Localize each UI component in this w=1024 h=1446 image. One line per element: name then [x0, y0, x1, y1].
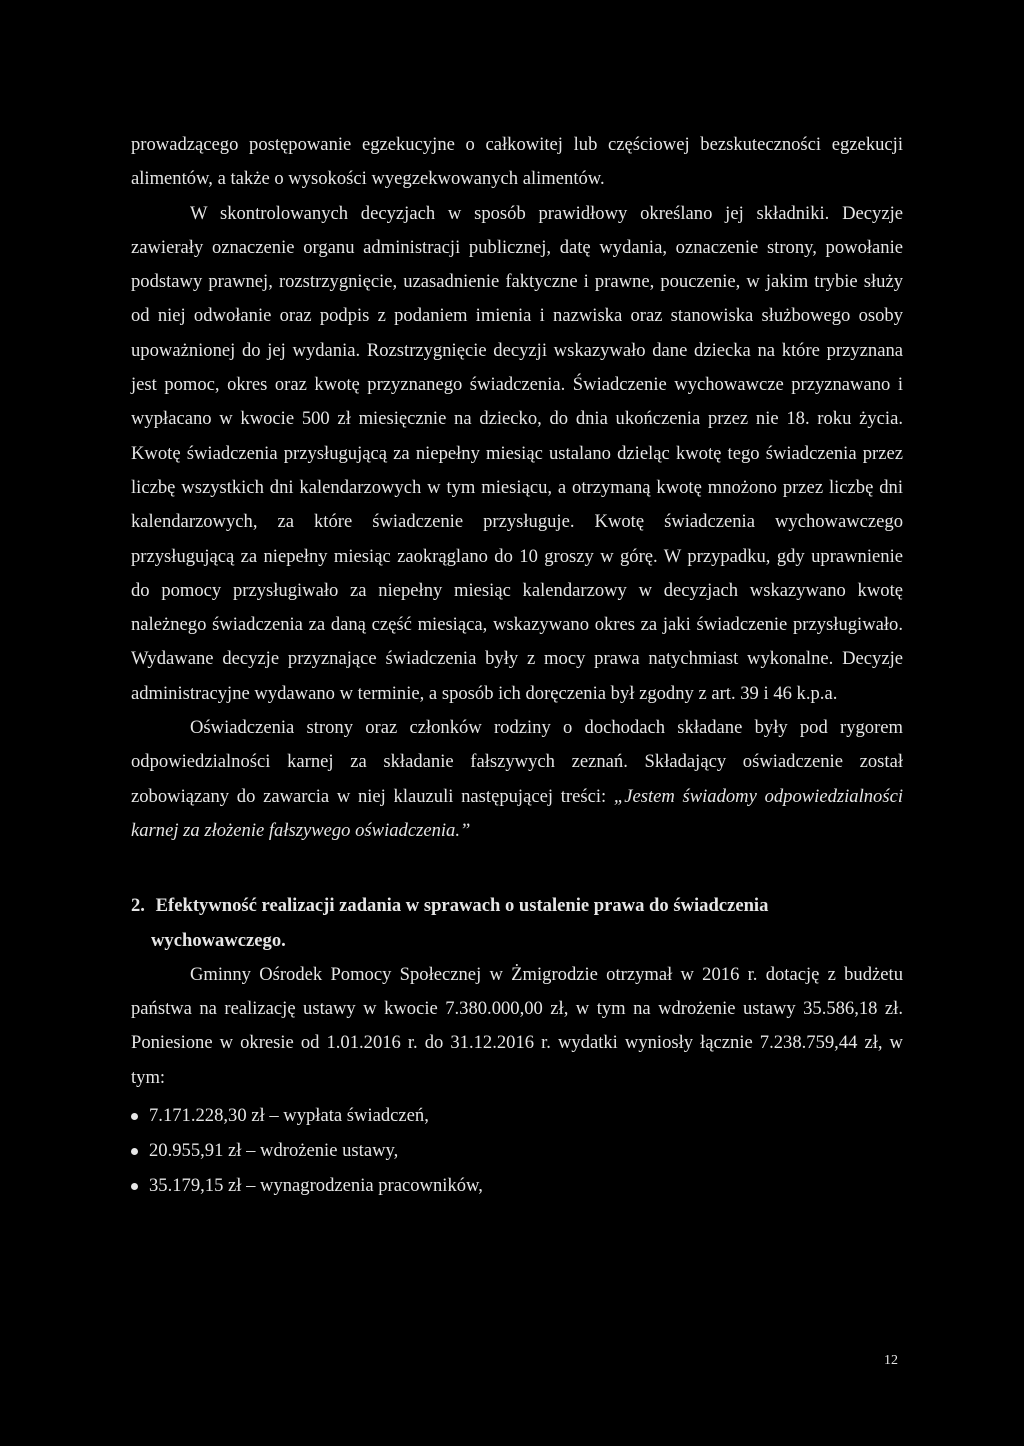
expense-list [131, 1099, 903, 1203]
list-item [131, 1099, 903, 1134]
list-item [131, 1169, 903, 1204]
document-page [131, 128, 903, 1203]
bullet-icon [131, 1148, 138, 1155]
section-title-line1: Efektywność realizacji zadania w sprawach o ustalenie prawa do świadczenia [155, 895, 769, 917]
paragraph-funding: Gminny Ośrodek Pomocy Społecznej w Żmigrodzie otrzymał w 2016 r. dotację z budżetu państwa na realizację ustawy w kwocie 7.380.000,00 zł, w tym na wdrożenie ustawy 35.586,18 zł. Poniesione w okresie od 1.01.2016 r. do 31.12.2016 r. wydatki wyniosły łącznie 7.238.759,44 zł, w tym: [131, 963, 903, 1088]
page-number: 12 [884, 1353, 898, 1368]
section-title-line2: wychowawczego. [151, 929, 286, 951]
paragraph-declarations [131, 711, 903, 848]
list-item-text: 20.955,91 zł – wdrożenie ustawy, [149, 1139, 399, 1161]
declarations-clause: „Jestem świadomy odpowiedzialności karnej za złożenie fałszywego oświadczenia.” [131, 785, 903, 841]
section-number: 2. [131, 895, 145, 917]
section-heading [131, 889, 903, 958]
list-item-text: 7.171.228,30 zł – wypłata świadczeń, [149, 1105, 429, 1127]
list-item [131, 1134, 903, 1169]
bullet-icon [131, 1183, 138, 1190]
declarations-text: Oświadczenia strony oraz członków rodziny o dochodach składane były pod rygorem odpowiedzialności karnej za składanie fałszywych zeznań. Składający oświadczenie został zobowiązany do zawarcia w niej klauzuli następującej treści: [131, 717, 903, 807]
list-item-text: 35.179,15 zł – wynagrodzenia pracowników, [149, 1174, 483, 1196]
paragraph-decisions: W skontrolowanych decyzjach w sposób prawidłowy określano jej składniki. Decyzje zawierały oznaczenie organu administracji publicznej, datę wydania, oznaczenie strony, powołanie podstawy prawnej, rozstrzygnięcie, uzasadnienie faktyczne i prawne, pouczenie, w jakim trybie służy od niej odwołanie oraz podpis z podaniem imienia i nazwiska oraz stanowiska służbowego osoby upoważnionej do jej wydania. Rozstrzygnięcie decyzji wskazywało dane dziecka na które przyznana jest pomoc, okres oraz kwotę przyznanego świadczenia. Świadczenie wychowawcze przyznawano i wypłacano w kwocie 500 zł miesięcznie na dziecko, do dnia ukończenia przez nie 18. roku życia. Kwotę świadczenia przysługującą za niepełny miesiąc ustalano dzieląc kwotę tego świadczenia przez liczbę wszystkich dni kalendarzowych w tym miesiącu, a otrzymaną kwotę mnożono przez liczbę dni kalendarzowych, za które świadczenie przysługuje. Kwotę świadczenia wychowawczego przysługującą za niepełny miesiąc zaokrąglano do 10 groszy w górę. W przypadku, gdy uprawnienie do pomocy przysługiwało za niepełny miesiąc kalendarzowy w decyzjach wskazywano kwotę należnego świadczenia za daną część miesiąca, wskazywano okres za jaki świadczenie przysługiwało. Wydawane decyzje przyznające świadczenia były z mocy prawa natychmiast wykonalne. Decyzje administracyjne wydawano w terminie, a sposób ich doręczenia był zgodny z art. 39 i 46 k.p.a. [131, 202, 903, 704]
bullet-icon [131, 1113, 138, 1120]
paragraph-continuation: prowadzącego postępowanie egzekucyjne o całkowitej lub częściowej bezskuteczności egzekucji alimentów, a także o wysokości wyegzekwowanych alimentów. [131, 134, 903, 190]
